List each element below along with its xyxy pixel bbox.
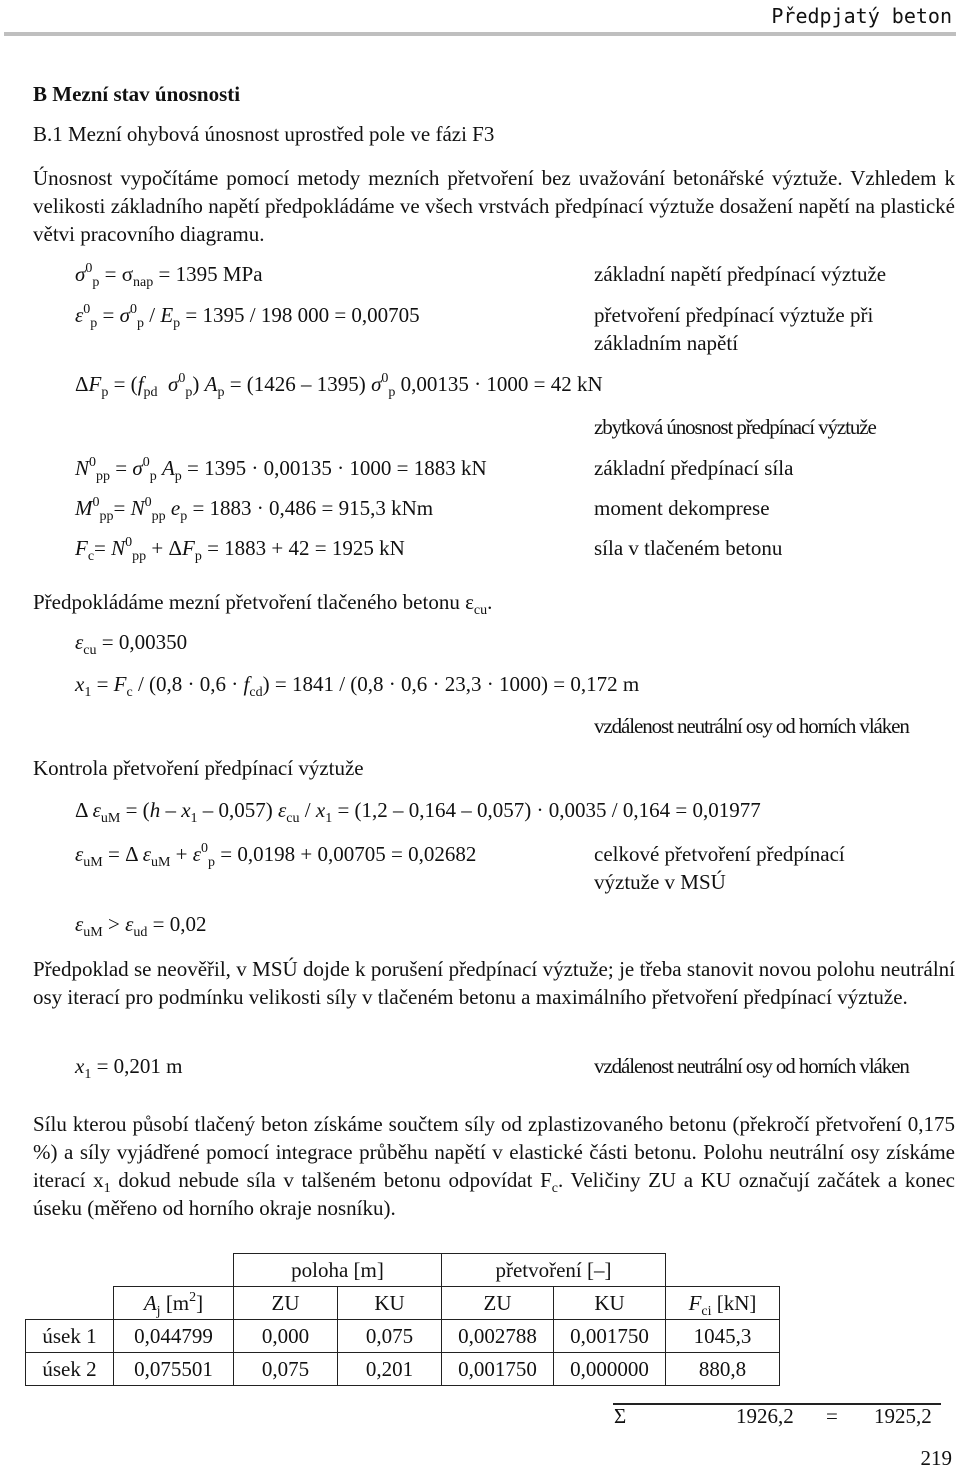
eq-m-pp0-note: moment dekomprese (594, 496, 770, 520)
eq-sigma-p0: $\sigma^0_p = \sigma_{nap} = 1395$ MPa (75, 261, 263, 290)
eq-m-pp0: $M^0_{pp}= N^0_{pp}$ $e_p = 1883 \cdot 0,486 = 915,3$ kNm (75, 495, 434, 524)
header-strain: přetvoření [–] (442, 1254, 666, 1287)
header-rule (4, 32, 956, 36)
eq-eps-um-delta: Δ $\varepsilon_{uM} = (h - x_1 - 0,057)$ $\varepsilon_{cu} / x_1 = (1,2 - 0,164 - 0,057) \cdot 0,0035 / 0,164 = 0,01977$ (75, 798, 761, 826)
header-strain-zu: ZU (442, 1287, 554, 1320)
eq-eps-compare: $\varepsilon_{uM} > \varepsilon_{ud} = 0,02$ (75, 912, 207, 940)
page-number: 219 (920, 1446, 952, 1470)
eq-x1-note: vzdálenost neutrální osy od horních vláken (594, 714, 909, 738)
header-pos-ku: KU (338, 1287, 442, 1320)
sum-value: 1926,2 (736, 1404, 794, 1428)
eq-delta-fp: $\Delta F_p = (f_{pd}$ $\sigma^0_p$) $A_p = (1426 - 1395)$ $\sigma^0_p$ 0,00135 · 1000 = 42 kN (75, 371, 603, 400)
paragraph-method: Sílu kterou působí tlačený beton získáme součtem síly od zplastizovaného betonu (překročí přetvoření 0,175 %) a síly vyjádřené pomocí integrace průběhu napětí v elastické části betonu. Polohu neutrální osy získáme iterací $x_1$ dokud nebude síla v talšeném betonu odpovídat $F_c$. Veličiny ZU a KU označují začátek a konec úseku (měřeno od horního okraje nosníku). (33, 1112, 955, 1220)
paragraph-assumption-fail: Předpoklad se neověřil, v MSÚ dojde k porušení předpínací výztuže; je třeba stanovit novou polohu neutrální osy iterací pro podmínku velikosti síly v tlačeném betonu a maximálního přetvoření předpínací výztuže. (33, 957, 955, 1009)
intro-paragraph: Únosnost vypočítáme pomocí metody mezních přetvoření bez uvažování betonářské výztuže. Vzhledem k velikosti základního napětí předpokládáme ve všech vrstvách předpínací výztuže dosažení napětí na plastické větvi pracovního diagramu. (33, 166, 955, 246)
section-heading: B Mezní stav únosnosti (33, 82, 241, 106)
results-table (25, 1253, 780, 1386)
eq-eps-p0: $\varepsilon^0_p = \sigma^0_p / E_p = 1395 / 198$ 000 = 0,00705 (75, 302, 420, 331)
header-strain-ku: KU (554, 1287, 666, 1320)
eq-eps-um-total: $\varepsilon_{uM} = \Delta$ $\varepsilon_{uM} + \varepsilon^0_p = 0,0198 + 0,00705 = 0,02682$ (75, 841, 477, 870)
header-pos-zu: ZU (234, 1287, 338, 1320)
eq-delta-fp-note: zbytková únosnost předpínací výztuže (594, 415, 876, 439)
eq-sigma-p0-note: základní napětí předpínací výztuže (594, 262, 887, 286)
header-fci: $F_{ci}$ [kN] (666, 1287, 780, 1320)
header-position: poloha [m] (234, 1254, 442, 1287)
sum-target: 1925,2 (874, 1404, 932, 1428)
assume-eps-cu: Předpokládáme mezní přetvoření tlačeného betonu $\varepsilon_{cu}$. (33, 590, 493, 618)
eq-eps-um-total-note-2: výztuže v MSÚ (594, 870, 726, 894)
header-aj: $A_j$ $[m^2]$ (114, 1287, 234, 1320)
eq-eps-p0-note-1: přetvoření předpínací výztuže při (594, 303, 874, 327)
eq-n-pp0-note: základní předpínací síla (594, 456, 794, 480)
eq-x1: $x_1 = F_c / (0,8 \cdot 0,6 \cdot f_{cd}) = 1841 / (0,8 \cdot 0,6 \cdot 23,3 \cdot 1000) = 0,172$ m (75, 672, 640, 700)
sum-equals: = (826, 1404, 838, 1428)
eq-eps-um-total-note-1: celkové přetvoření předpínací (594, 842, 845, 866)
eq-x1-final-note: vzdálenost neutrální osy od horních vláken (594, 1054, 909, 1078)
eq-x1-final: $x_1 = 0,201$ m (75, 1054, 183, 1082)
table-row: úsek 1 0,044799 0,000 0,075 0,002788 0,001750 1045,3 (26, 1320, 780, 1353)
eq-eps-cu: $\varepsilon_{cu} = 0,00350$ (75, 630, 188, 658)
subsection-heading: B.1 Mezní ohybová únosnost uprostřed pole ve fázi F3 (33, 122, 495, 146)
table-row: úsek 2 0,075501 0,075 0,201 0,001750 0,000000 880,8 (26, 1353, 780, 1386)
control-heading: Kontrola přetvoření předpínací výztuže (33, 756, 364, 780)
eq-eps-p0-note-2: základním napětí (594, 331, 739, 355)
sum-symbol: Σ (614, 1404, 627, 1428)
eq-n-pp0: $N^0_{pp} = \sigma^0_p$ $A_p = 1395 \cdot 0,00135 \cdot 1000 = 1883$ kN (75, 455, 487, 484)
eq-fc: $F_c= N^0_{pp} + \Delta F_p = 1883 + 42 = 1925$ kN (75, 535, 405, 564)
running-header-title: Předpjatý beton (771, 4, 952, 28)
eq-fc-note: síla v tlačeném betonu (594, 536, 783, 560)
